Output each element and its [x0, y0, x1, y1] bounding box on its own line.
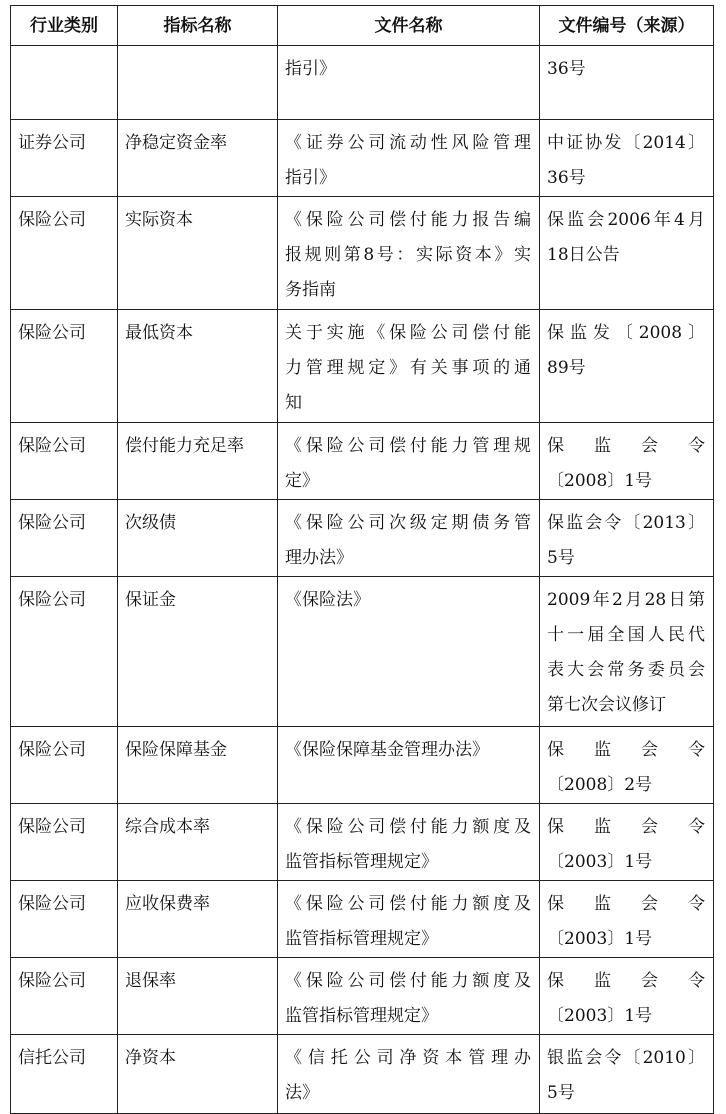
cell-document-line: 《保险法》 [285, 590, 370, 610]
cell-document-line: 报规则第8号：实际资本》实 [285, 245, 531, 265]
cell-source-line: 十一届全国人民代 [547, 625, 705, 645]
cell-document-line: 《信托公司净资本管理办 [285, 1048, 531, 1068]
cell-source-line: 中证协发〔2014〕 [547, 133, 705, 153]
cell-source [540, 881, 714, 958]
cell-indicator [118, 577, 278, 727]
cell-source [540, 1035, 714, 1114]
cell-industry-line: 保险公司 [18, 323, 86, 343]
cell-document-line: 理办法》 [285, 548, 353, 568]
cell-indicator [118, 727, 278, 804]
cell-document-line: 务指南 [285, 280, 336, 300]
cell-source-line: 18日公告 [547, 245, 620, 265]
cell-indicator-line: 最低资本 [125, 323, 193, 343]
cell-source [540, 120, 714, 197]
cell-indicator-line: 退保率 [125, 971, 176, 991]
cell-industry [11, 423, 118, 500]
cell-document-line: 力管理规定》有关事项的通 [285, 358, 531, 378]
cell-industry [11, 804, 118, 881]
table-row [11, 1035, 714, 1114]
cell-industry-line: 保险公司 [18, 740, 86, 760]
cell-document [278, 120, 540, 197]
cell-source-line: 保 监 会 令 [547, 817, 705, 837]
cell-indicator-line: 次级债 [125, 513, 176, 533]
cell-indicator-line: 实际资本 [125, 210, 193, 230]
cell-indicator [118, 197, 278, 310]
cell-source [540, 197, 714, 310]
cell-source [540, 423, 714, 500]
cell-industry-line: 保险公司 [18, 894, 86, 914]
cell-source [540, 804, 714, 881]
cell-document-line: 监管指标管理规定》 [285, 852, 438, 872]
cell-indicator [118, 500, 278, 577]
cell-source-line: 保监会2006年4月 [547, 210, 705, 230]
cell-source-line: 36号 [547, 59, 586, 79]
cell-industry-line: 保险公司 [18, 817, 86, 837]
table-row [11, 500, 714, 577]
cell-indicator [118, 958, 278, 1035]
cell-document-line: 知 [285, 393, 302, 413]
cell-indicator [118, 1035, 278, 1114]
table-row [11, 958, 714, 1035]
cell-source-line: 89号 [547, 358, 586, 378]
cell-document-line: 《保险公司偿付能力额度及 [285, 894, 531, 914]
cell-document [278, 1035, 540, 1114]
cell-source-line: 保监会令〔2013〕 [547, 513, 705, 533]
cell-indicator-line: 保证金 [125, 590, 176, 610]
header-document: 文件名称 [278, 6, 540, 46]
table-row [11, 120, 714, 197]
cell-industry-line: 证券公司 [18, 133, 86, 153]
cell-indicator-line: 净稳定资金率 [125, 133, 227, 153]
header-indicator: 指标名称 [118, 6, 278, 46]
cell-source-line: 保 监 会 令 [547, 971, 705, 991]
cell-source-line: 〔2008〕2号 [547, 775, 653, 795]
cell-document-line: 《保险公司偿付能力额度及 [285, 971, 531, 991]
cell-document [278, 577, 540, 727]
cell-source-line: 5号 [547, 1083, 575, 1103]
cell-source-line: 〔2003〕1号 [547, 1006, 653, 1026]
cell-industry-line: 保险公司 [18, 436, 86, 456]
cell-indicator-line: 应收保费率 [125, 894, 210, 914]
cell-indicator-line: 偿付能力充足率 [125, 436, 244, 456]
cell-industry [11, 46, 118, 120]
cell-industry [11, 310, 118, 423]
table-row [11, 577, 714, 727]
cell-industry-line: 信托公司 [18, 1048, 86, 1068]
cell-source-line: 保监发〔2008〕 [547, 323, 705, 343]
cell-document [278, 46, 540, 120]
cell-industry-line: 保险公司 [18, 513, 86, 533]
cell-document [278, 423, 540, 500]
cell-source-line: 保 监 会 令 [547, 740, 705, 760]
cell-document-line: 《保险公司偿付能力管理规 [285, 436, 531, 456]
cell-source [540, 46, 714, 120]
cell-source-line: 5号 [547, 548, 575, 568]
cell-document [278, 500, 540, 577]
cell-document-line: 指引》 [285, 168, 336, 188]
cell-source [540, 577, 714, 727]
cell-source-line: 银监会令〔2010〕 [547, 1048, 705, 1068]
table-row [11, 804, 714, 881]
cell-industry [11, 1035, 118, 1114]
cell-indicator [118, 46, 278, 120]
header-row [11, 6, 714, 46]
table-row [11, 423, 714, 500]
cell-document-line: 《保险公司偿付能力报告编 [285, 210, 531, 230]
cell-document-line: 《证券公司流动性风险管理 [285, 133, 531, 153]
cell-indicator [118, 804, 278, 881]
cell-source-line: 表大会常务委员会 [547, 660, 705, 680]
cell-indicator-line: 综合成本率 [125, 817, 210, 837]
cell-document [278, 727, 540, 804]
regulatory-indicator-table [10, 5, 714, 1114]
cell-industry-line: 保险公司 [18, 210, 86, 230]
cell-source-line: 〔2003〕1号 [547, 929, 653, 949]
table-row [11, 46, 714, 120]
cell-indicator [118, 310, 278, 423]
cell-document-line: 监管指标管理规定》 [285, 929, 438, 949]
table-row [11, 727, 714, 804]
cell-indicator [118, 423, 278, 500]
cell-indicator-line: 保险保障基金 [125, 740, 227, 760]
cell-document-line: 指引》 [285, 59, 336, 79]
cell-document-line: 《保险公司偿付能力额度及 [285, 817, 531, 837]
cell-document [278, 197, 540, 310]
header-source: 文件编号（来源） [540, 6, 714, 46]
cell-indicator [118, 881, 278, 958]
cell-industry [11, 881, 118, 958]
cell-industry [11, 197, 118, 310]
cell-source-line: 2009年2月28日第 [547, 590, 705, 610]
cell-document-line: 定》 [285, 471, 319, 491]
cell-industry-line: 保险公司 [18, 590, 86, 610]
cell-source-line: 〔2003〕1号 [547, 852, 653, 872]
cell-source-line: 36号 [547, 168, 586, 188]
cell-industry [11, 577, 118, 727]
cell-document-line: 监管指标管理规定》 [285, 1006, 438, 1026]
table-body [11, 46, 714, 1114]
cell-industry [11, 500, 118, 577]
cell-indicator [118, 120, 278, 197]
cell-source-line: 保 监 会 令 [547, 894, 705, 914]
cell-source [540, 958, 714, 1035]
cell-industry [11, 727, 118, 804]
cell-indicator-line: 净资本 [125, 1048, 176, 1068]
table-row [11, 197, 714, 310]
cell-source [540, 310, 714, 423]
cell-source-line: 〔2008〕1号 [547, 471, 653, 491]
cell-document [278, 958, 540, 1035]
cell-source-line: 第七次会议修订 [547, 695, 666, 715]
cell-source [540, 500, 714, 577]
cell-industry [11, 120, 118, 197]
cell-document-line: 关于实施《保险公司偿付能 [285, 323, 531, 343]
cell-industry [11, 958, 118, 1035]
cell-document-line: 法》 [285, 1083, 319, 1103]
table-row [11, 881, 714, 958]
cell-source [540, 727, 714, 804]
cell-source-line: 保 监 会 令 [547, 436, 705, 456]
header-industry: 行业类别 [11, 6, 118, 46]
cell-document-line: 《保险保障基金管理办法》 [285, 740, 489, 760]
cell-document [278, 804, 540, 881]
cell-document-line: 《保险公司次级定期债务管 [285, 513, 531, 533]
cell-document [278, 310, 540, 423]
table-row [11, 310, 714, 423]
cell-document [278, 881, 540, 958]
cell-industry-line: 保险公司 [18, 971, 86, 991]
